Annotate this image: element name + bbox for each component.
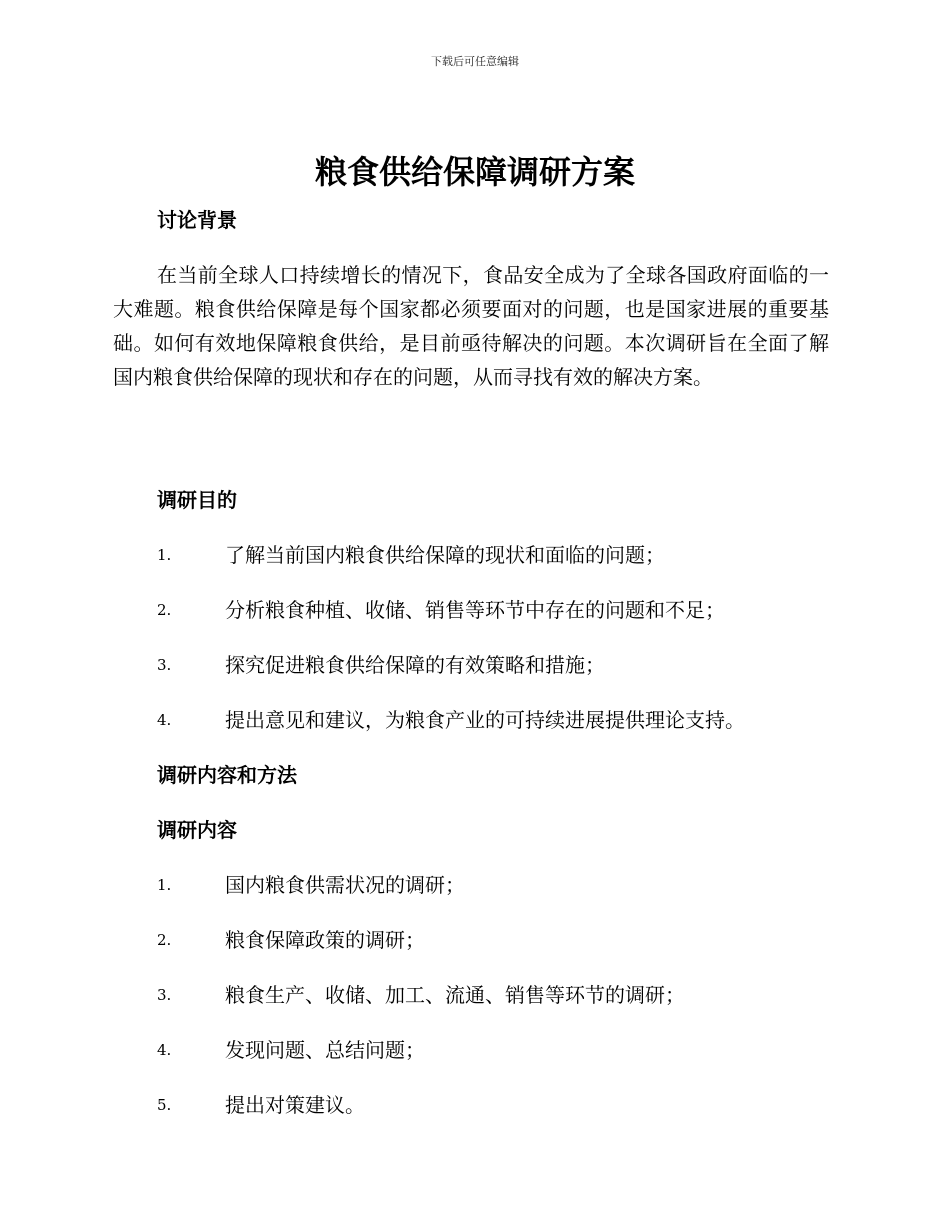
list-item-text: 了解当前国内粮食供给保障的现状和面临的问题； xyxy=(225,543,665,567)
list-item-text: 发现问题、总结问题； xyxy=(225,1038,425,1062)
list-item-number: 4. xyxy=(157,711,172,729)
list-item-text: 国内粮食供需状况的调研； xyxy=(225,873,465,897)
list-item-text: 分析粮食种植、收储、销售等环节中存在的问题和不足； xyxy=(225,598,725,622)
purpose-list xyxy=(0,541,950,761)
list-item-number: 3. xyxy=(157,656,172,674)
list-item-number: 3. xyxy=(157,986,172,1004)
list-item xyxy=(0,981,950,1036)
list-item-text: 提出意见和建议，为粮食产业的可持续进展提供理论支持。 xyxy=(225,708,745,732)
list-item xyxy=(0,651,950,706)
list-item xyxy=(0,541,950,596)
heading-background: 讨论背景 xyxy=(157,208,237,232)
list-item-number: 4. xyxy=(157,1041,172,1059)
heading-content: 调研内容 xyxy=(157,818,237,842)
list-item-number: 2. xyxy=(157,601,172,619)
list-item-text: 提出对策建议。 xyxy=(225,1093,365,1117)
heading-content-and-method: 调研内容和方法 xyxy=(157,763,297,787)
list-item-number: 1. xyxy=(157,546,172,564)
background-paragraph: 在当前全球人口持续增长的情况下，食品安全成为了全球各国政府面临的一大难题。粮食供给保障是每个国家都必须要面对的问题，也是国家进展的重要基础。如何有效地保障粮食供给，是目前亟待解决的问题。本次调研旨在全面了解国内粮食供给保障的现状和存在的问题，从而寻找有效的解决方案。 xyxy=(113,263,829,389)
list-item-number: 1. xyxy=(157,876,172,894)
list-item xyxy=(0,1091,950,1146)
content-list xyxy=(0,871,950,1146)
list-item xyxy=(0,871,950,926)
list-item xyxy=(0,596,950,651)
list-item-text: 粮食生产、收储、加工、流通、销售等环节的调研； xyxy=(225,983,685,1007)
document-title: 粮食供给保障调研方案 xyxy=(314,153,635,191)
list-item-text: 粮食保障政策的调研； xyxy=(225,928,425,952)
list-item-text: 探究促进粮食供给保障的有效策略和措施； xyxy=(225,653,605,677)
list-item xyxy=(0,1036,950,1091)
list-item xyxy=(0,706,950,761)
list-item xyxy=(0,926,950,981)
page-header-note: 下载后可任意编辑 xyxy=(431,55,519,68)
list-item-number: 5. xyxy=(157,1096,172,1114)
heading-purpose: 调研目的 xyxy=(157,488,237,512)
list-item-number: 2. xyxy=(157,931,172,949)
